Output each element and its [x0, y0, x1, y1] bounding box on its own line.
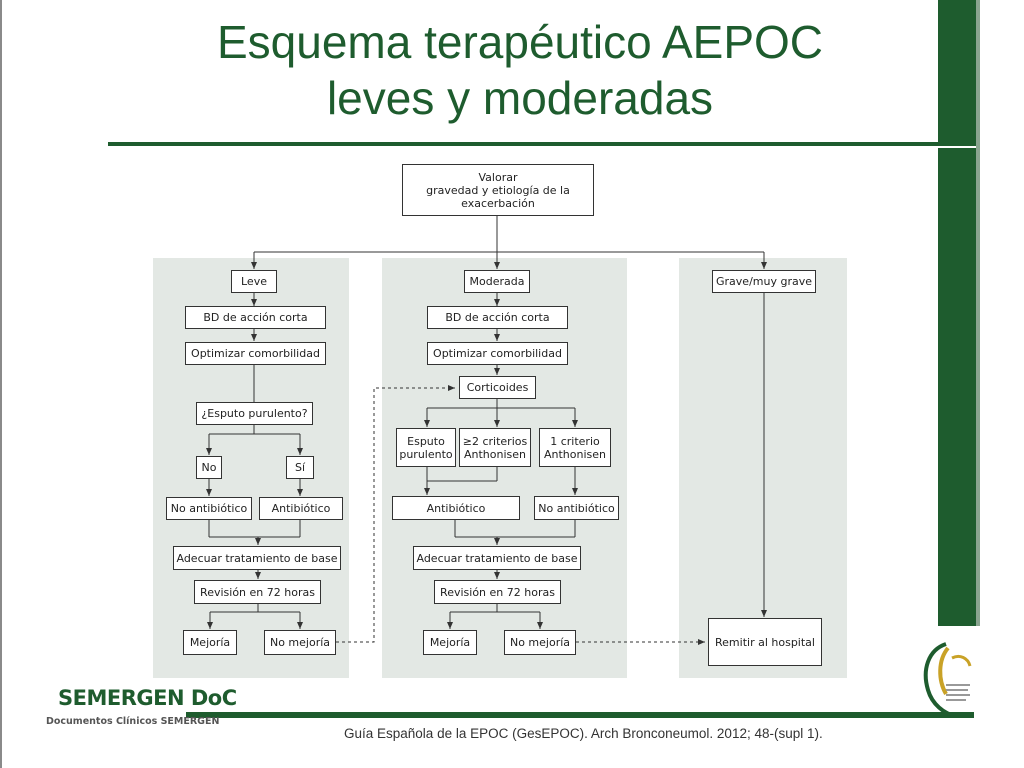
node-leve-revision: Revisión en 72 horas — [194, 580, 321, 604]
node-leve-si: Sí — [286, 456, 314, 479]
node-moderada-no-mejoria: No mejoría — [504, 630, 576, 655]
node-leve: Leve — [231, 270, 277, 293]
node-1-criterio-anthonisen: 1 criterio Anthonisen — [539, 428, 611, 467]
semergen-doc-logo-subtitle: Documentos Clínicos SEMERGEN — [46, 716, 220, 727]
node-leve-no-antibiotico: No antibiótico — [166, 497, 252, 520]
node-corticoides: Corticoides — [459, 376, 536, 399]
node-moderada-no-antibiotico: No antibiótico — [534, 496, 619, 520]
node-moderada-mejoria: Mejoría — [423, 630, 477, 655]
node-leve-no-mejoria: No mejoría — [264, 630, 336, 655]
node-valorar: Valorar gravedad y etiología de la exacerbación — [402, 164, 594, 216]
slide-title-line2: leves y moderadas — [326, 72, 714, 124]
node-moderada-revision: Revisión en 72 horas — [434, 580, 561, 604]
node-moderada: Moderada — [464, 270, 530, 293]
node-leve-antibiotico: Antibiótico — [259, 497, 343, 520]
node-esputo-purulento: Esputo purulento — [396, 428, 456, 467]
node-leve-no: No — [196, 456, 222, 479]
citation: Guía Española de la EPOC (GesEPOC). Arch Bronconeumol. 2012; 48-(supl 1). — [344, 726, 823, 741]
slide-title-line1: Esquema terapéutico AEPOC — [217, 16, 823, 68]
node-leve-optimizar: Optimizar comorbilidad — [185, 342, 326, 365]
node-remitir-hospital: Remitir al hospital — [708, 618, 822, 666]
node-leve-esputo: ¿Esputo purulento? — [196, 402, 313, 425]
node-moderada-bd: BD de acción corta — [427, 306, 568, 329]
semergen-ap-logo-icon — [916, 636, 1000, 722]
footer-divider — [186, 712, 974, 718]
node-moderada-antibiotico: Antibiótico — [392, 496, 520, 520]
node-moderada-adecuar: Adecuar tratamiento de base — [413, 546, 581, 570]
node-grave: Grave/muy grave — [712, 270, 816, 293]
node-leve-adecuar: Adecuar tratamiento de base — [173, 546, 341, 570]
node-leve-bd: BD de acción corta — [185, 306, 326, 329]
semergen-doc-logo: SEMERGEN DoC — [58, 686, 237, 710]
node-2-criterios-anthonisen: ≥2 criterios Anthonisen — [459, 428, 531, 467]
node-leve-mejoria: Mejoría — [183, 630, 237, 655]
node-moderada-optimizar: Optimizar comorbilidad — [427, 342, 568, 365]
